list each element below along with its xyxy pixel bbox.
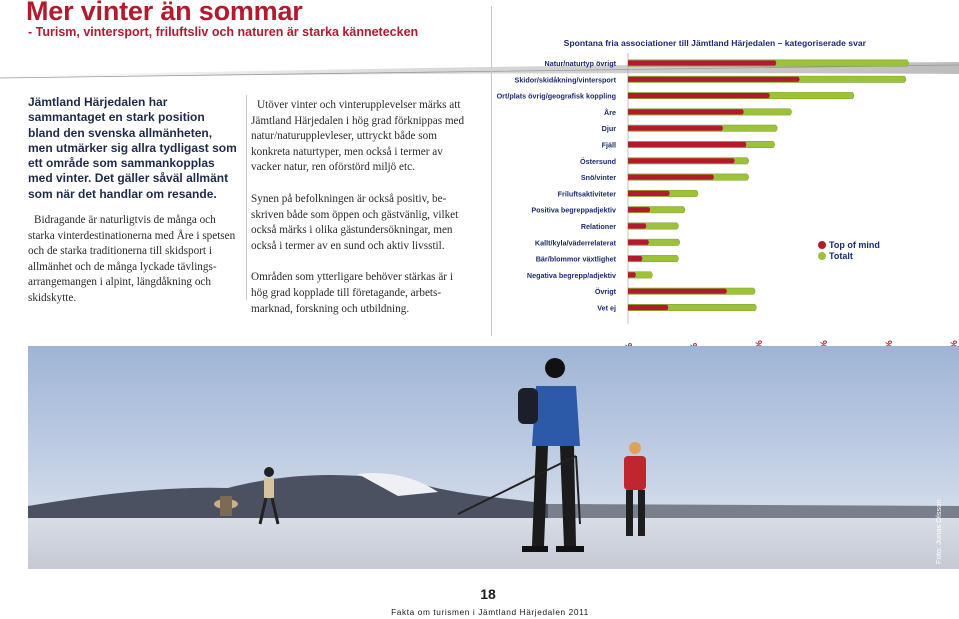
bar-top-of-mind [628,240,649,245]
legend-item [818,250,880,261]
bar-top-of-mind [628,142,746,147]
photo-credit-text: Foto: Jonas Olsson [934,499,943,564]
chart-category-label: Positiva begreppadjektiv [531,205,616,215]
bar-top-of-mind [628,305,668,310]
column2-paragraph: Synen på befolkningen är också positiv, beskriven både som öppen och gästvänlig, vilket också märks i olika gästundersökningar, men också i termer av en sund och aktiv livsstil. [251,192,459,252]
legend-swatch-totalt [818,252,826,260]
bar-top-of-mind [628,175,714,180]
body-column-1 [28,213,242,307]
chart-category-label: Skidor/skidåkning/vintersport [514,75,616,85]
page-number: 18 [480,586,496,602]
chart-category-label: Friluftsaktiviteter [557,189,616,199]
bar-top-of-mind [628,60,776,65]
chart-category-label: Kallt/kyla/väderrelaterat [534,238,616,248]
page-subtitle: - Turism, vintersport, friluftsliv och naturen är starka kännetecken [28,25,419,39]
bar-top-of-mind [628,93,770,98]
chart-category-label: Relationer [580,222,616,231]
bar-chart-svg [490,48,959,338]
chart-category-label: Natur/naturtyp övrigt [544,59,616,68]
chart-category-label: Djur [601,124,616,134]
bar-top-of-mind [628,158,735,163]
bar-top-of-mind [628,109,744,114]
legend-swatch-top-of-mind [818,241,826,249]
column2-paragraph: Områden som ytterligare behöver stärkas är i hög grad kopplade till företagande, arbetsmarknad, forskning och utbildning. [251,271,453,315]
page-title: Mer vinter än sommar [26,0,303,26]
body-column-2 [251,98,465,333]
chart-category-label: Vet ej [597,303,616,313]
legend-label: Totalt [829,250,853,261]
chart-category-label: Övrigt [594,287,616,297]
chart-category-label: Ort/plats övrig/geografisk koppling [496,91,616,101]
chart-category-label: Östersund [580,156,616,166]
column2-paragraph: Utöver vinter och vinterupplevelser märks att Jämtland Härjedalen i hög grad förknippas med natur/naturupplevleser, uttryckt både som konkreta naturtyper, men också i termer av vacker natur, ren oförstörd miljö etc. [251,99,465,174]
bar-top-of-mind [628,191,670,196]
bar-top-of-mind [628,223,646,228]
bar-top-of-mind [628,272,636,277]
chart-category-label: Snö/vinter [580,173,616,183]
chart-category-label: Åre [604,107,616,117]
photo-credit [934,499,948,564]
lead-paragraph: Jämtland Härjedalen har sammantaget en stark position bland den svenska allmänheten, men utmärker sig allra tydligast som ett område som sammankopplas med vinter. Det gäller såväl allmänt som när det handlar om resande. [28,95,237,201]
chart-category-label: Negativa begrepp/adjektiv [526,270,616,280]
footer-text: Fakta om turismen i Jämtland Härjedalen 2011 [391,607,589,617]
photo-ice-skaters [28,346,959,569]
bar-top-of-mind [628,289,727,294]
legend-item [818,239,880,250]
chart-title: Spontana fria associationer till Jämtland Härjedalen – kategoriserade svar [563,38,866,48]
bar-top-of-mind [628,126,723,131]
bar-top-of-mind [628,77,800,82]
bar-chart [490,48,959,338]
column-divider [246,95,247,300]
chart-legend [818,239,880,261]
chart-category-label: Bär/blommor växtlighet [535,254,616,264]
legend-label: Top of mind [829,239,880,250]
chart-category-label: Fjäll [601,140,616,150]
bar-top-of-mind [628,207,650,212]
column1-paragraph: Bidragande är naturligtvis de många och starka vinterdestinationerna med Åre i spetsen och de starka traditionerna till skidsport i allmänhet och de många lyckade tävlingsarrangemangen i alpint, längdåkning och skidskytte. [28,214,236,304]
bar-top-of-mind [628,256,642,261]
